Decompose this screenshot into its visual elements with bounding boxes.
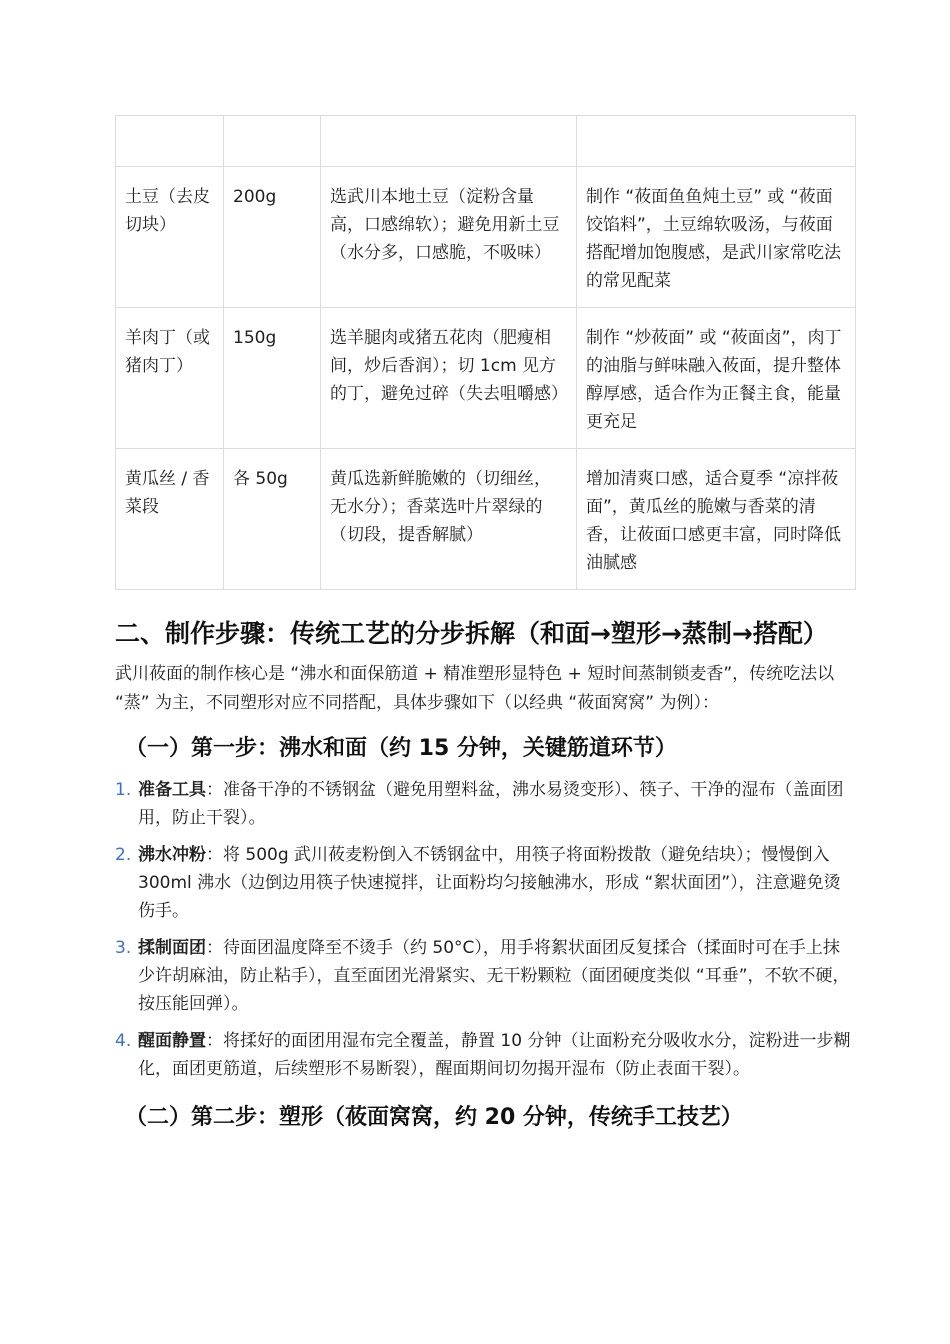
table-cell [321, 116, 577, 167]
section-heading: 二、制作步骤：传统工艺的分步拆解（和面→塑形→蒸制→搭配） [115, 619, 828, 648]
list-number: 4. [115, 1031, 132, 1051]
ingredients-table [115, 115, 856, 590]
step-heading: （一）第一步：沸水和面（约 15 分钟，关键筋道环节） [125, 736, 677, 761]
list-number: 1. [115, 780, 132, 800]
list-text: ：将 500g 武川莜麦粉倒入不锈钢盆中，用筷子将面粉拨散（避免结块）；慢慢倒入 300ml 沸水（边倒边用筷子快速搅拌，让面粉均匀接触沸水，形成 “絮状面团”），注意避免烫伤手。 [138, 845, 841, 921]
list-keyword: 沸水冲粉 [138, 845, 206, 865]
table-cell [116, 116, 224, 167]
list-number: 3. [115, 938, 132, 958]
list-text: ：待面团温度降至不烫手（约 50°C），用手将絮状面团反复揉合（揉面时可在手上抹少许胡麻油，防止粘手），直至面团光滑紧实、无干粉颗粒（面团硬度类似 “耳垂”，不软不硬，按压能回弹）。 [138, 938, 850, 1014]
list-item [115, 841, 855, 925]
table-cell [224, 116, 321, 167]
step-heading: （二）第二步：塑形（莜面窝窝，约 20 分钟，传统手工技艺） [125, 1105, 743, 1130]
ingredient-name: 土豆（去皮切块） [116, 167, 224, 308]
step-list [115, 776, 855, 1083]
list-number: 2. [115, 845, 132, 865]
list-text: ：准备干净的不锈钢盆（避免用塑料盆，沸水易烫变形）、筷子、干净的湿布（盖面团用，防止干裂）。 [138, 780, 844, 828]
ingredient-amount: 150g [224, 308, 321, 449]
list-keyword: 揉制面团 [138, 938, 206, 958]
list-text: ：将揉好的面团用湿布完全覆盖，静置 10 分钟（让面粉充分吸收水分，淀粉进一步糊化，面团更筋道，后续塑形不易断裂），醒面期间切勿揭开湿布（防止表面干裂）。 [138, 1031, 851, 1079]
table-row [116, 116, 856, 167]
list-item [115, 1027, 855, 1083]
ingredient-usage: 制作 “莜面鱼鱼炖土豆” 或 “莜面饺馅料”，土豆绵软吸汤，与莜面搭配增加饱腹感，是武川家常吃法的常见配菜 [577, 167, 856, 308]
ingredient-selection: 选羊腿肉或猪五花肉（肥瘦相间，炒后香润）；切 1cm 见方的丁，避免过碎（失去咀嚼感） [321, 308, 577, 449]
list-keyword: 醒面静置 [138, 1031, 206, 1051]
table-row [116, 167, 856, 308]
table-row [116, 449, 856, 590]
ingredient-amount: 200g [224, 167, 321, 308]
list-item [115, 776, 855, 832]
ingredient-usage: 制作 “炒莜面” 或 “莜面卤”，肉丁的油脂与鲜味融入莜面，提升整体醇厚感，适合作为正餐主食，能量更充足 [577, 308, 856, 449]
section-intro: 武川莜面的制作核心是 “沸水和面保筋道 + 精准塑形显特色 + 短时间蒸制锁麦香”，传统吃法以 “蒸” 为主，不同塑形对应不同搭配，具体步骤如下（以经典 “莜面窝窝” 为例）： [115, 664, 835, 713]
ingredient-name: 羊肉丁（或猪肉丁） [116, 308, 224, 449]
ingredient-amount: 各 50g [224, 449, 321, 590]
document-page [115, 115, 855, 1145]
list-keyword: 准备工具 [138, 780, 206, 800]
ingredient-selection: 黄瓜选新鲜脆嫩的（切细丝，无水分）；香菜选叶片翠绿的（切段，提香解腻） [321, 449, 577, 590]
ingredient-name: 黄瓜丝 / 香菜段 [116, 449, 224, 590]
table-cell [577, 116, 856, 167]
ingredient-usage: 增加清爽口感，适合夏季 “凉拌莜面”，黄瓜丝的脆嫩与香菜的清香，让莜面口感更丰富，同时降低油腻感 [577, 449, 856, 590]
ingredient-selection: 选武川本地土豆（淀粉含量高，口感绵软）；避免用新土豆（水分多，口感脆，不吸味） [321, 167, 577, 308]
list-item [115, 934, 855, 1018]
table-row [116, 308, 856, 449]
